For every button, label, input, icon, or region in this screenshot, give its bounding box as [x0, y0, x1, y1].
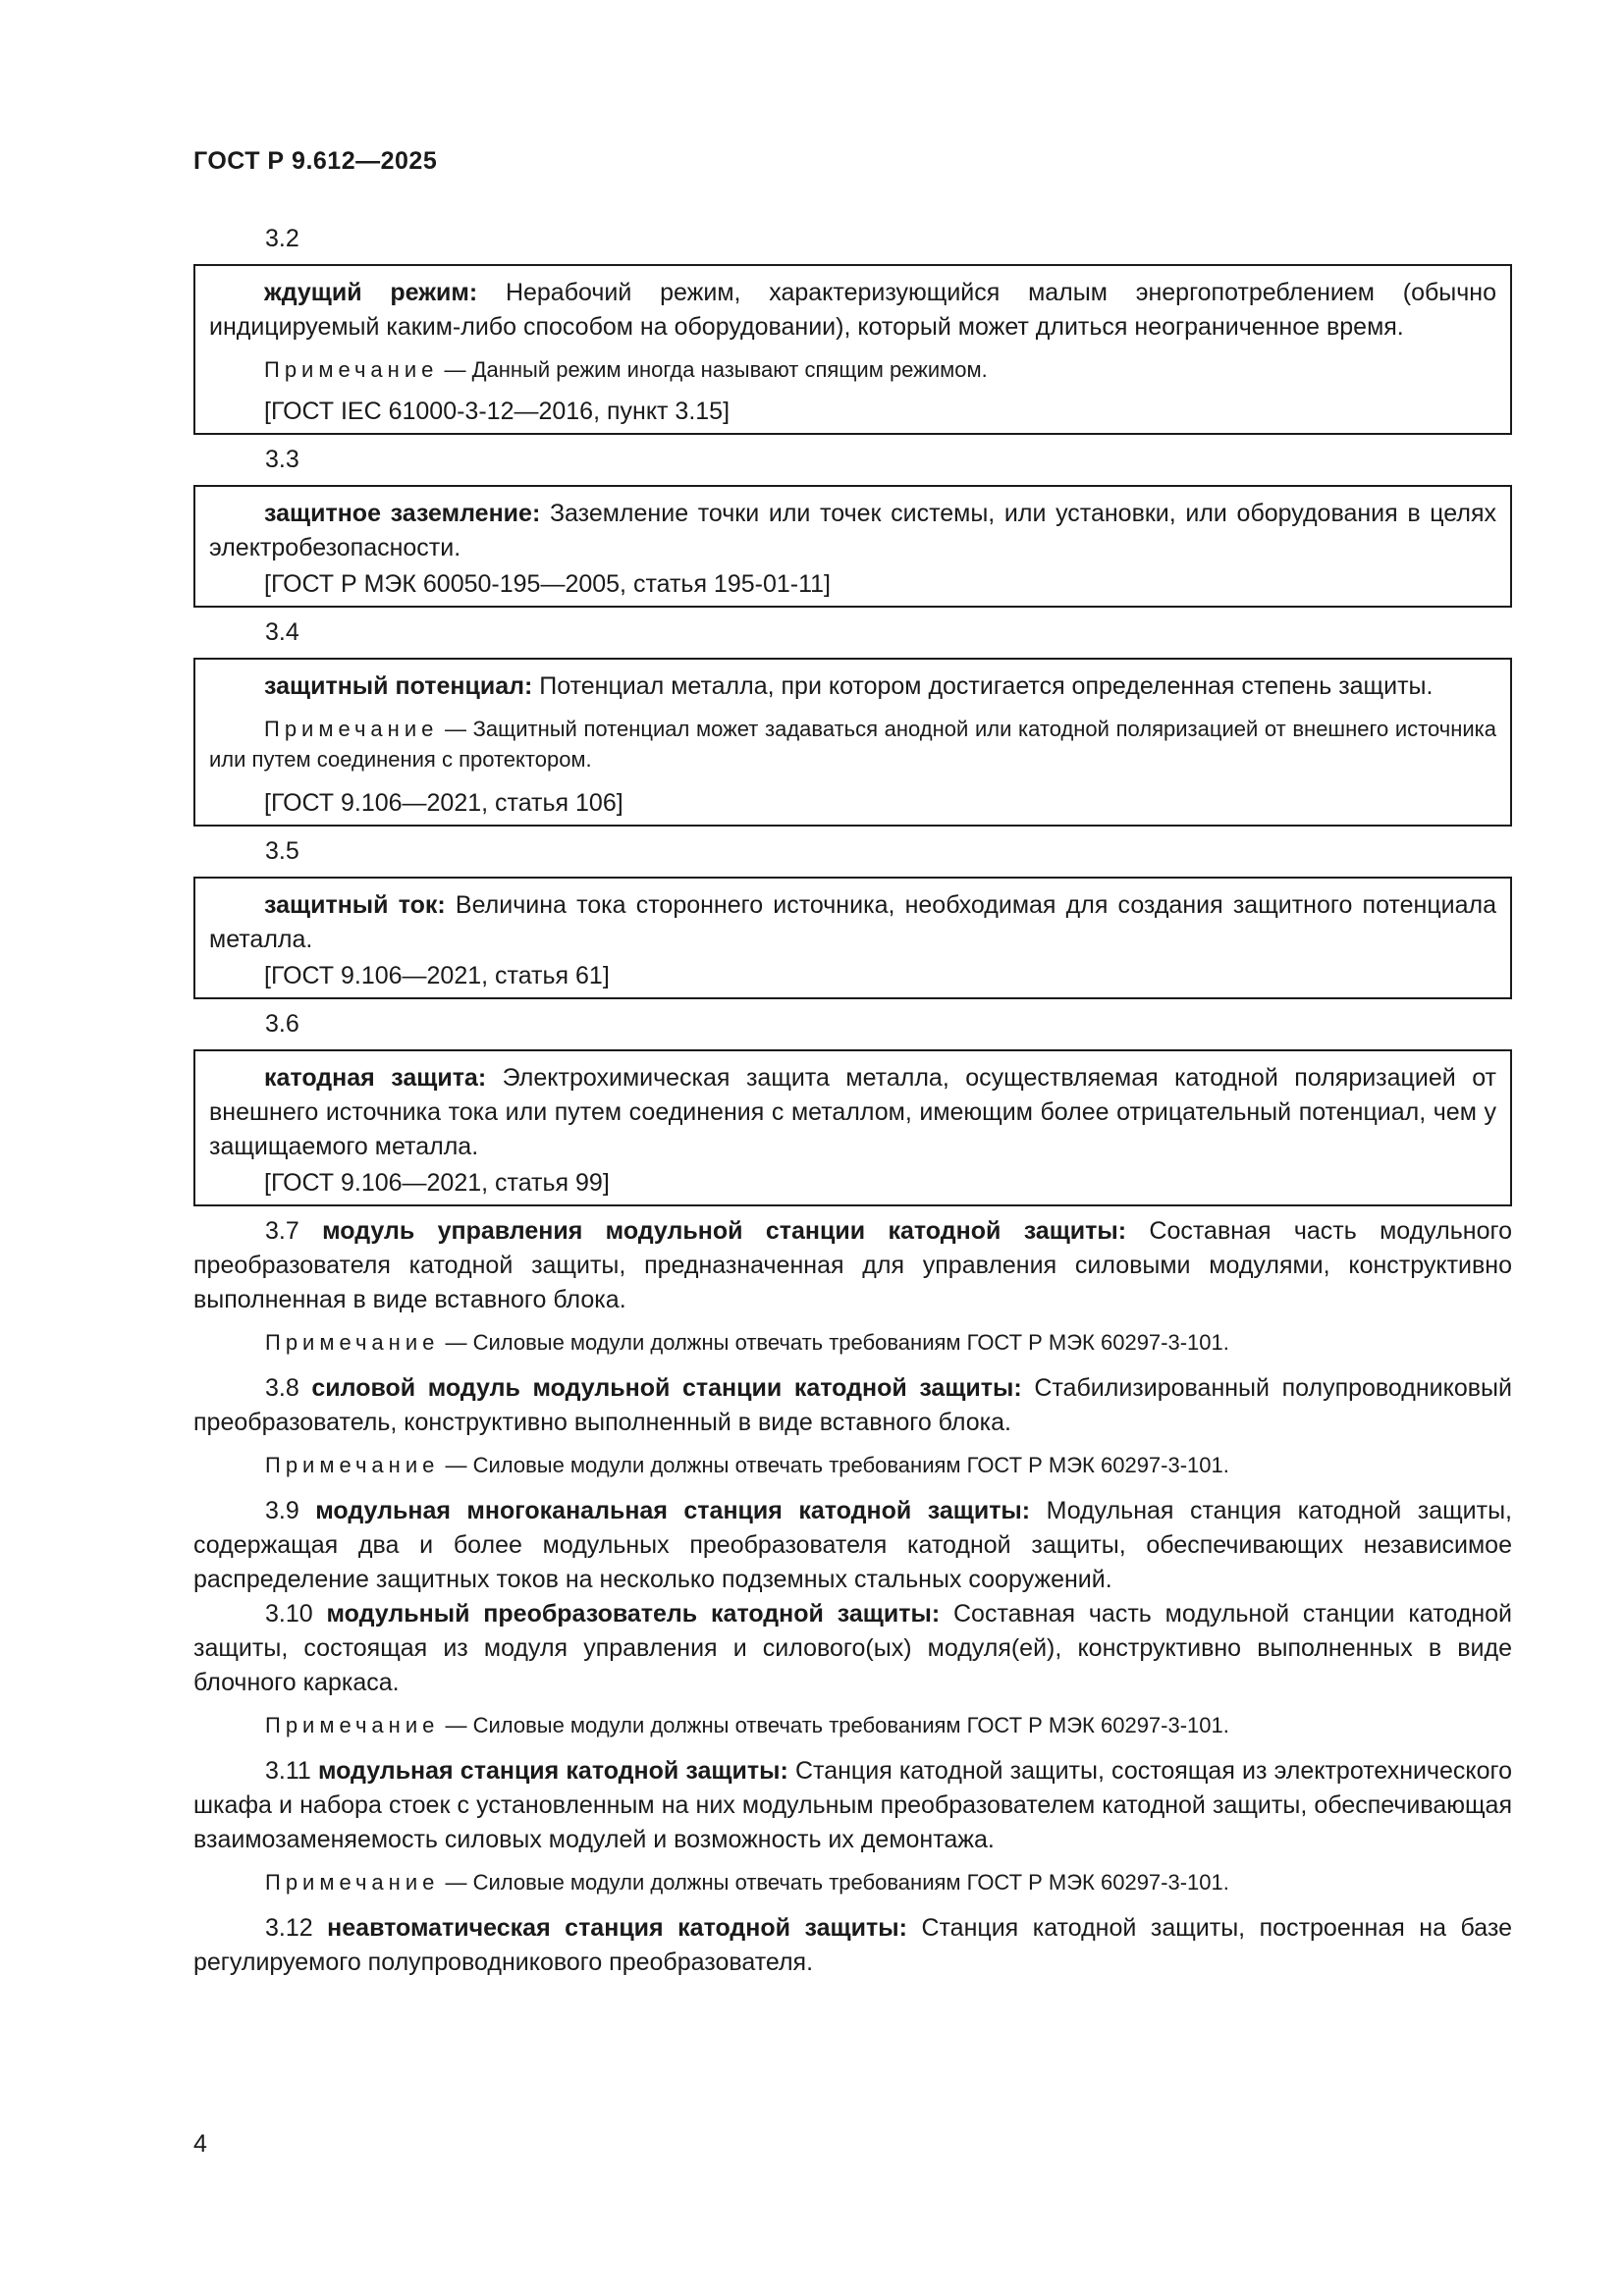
- term-box: [193, 485, 1512, 608]
- term-text: Составная часть модульного преобразователя катодной защиты, предназначенная для управления силовыми модулями, конструктивно выполненная в виде вставного блока.: [193, 1217, 1512, 1313]
- note-label: Примечание: [265, 1330, 440, 1355]
- term-title: модуль управления модульной станции катодной защиты:: [322, 1217, 1127, 1245]
- term-text: Станция катодной защиты, состоящая из электротехнического шкафа и набора стоек с установленным на них модульным преобразователем катодной защиты, обеспечивающая взаимозаменяемость силовых модулей и возможность их демонтажа.: [193, 1757, 1513, 1853]
- term-definition: [193, 1911, 1512, 1980]
- term-definition: [209, 1061, 1496, 1164]
- term-note: [193, 1327, 1512, 1358]
- term-reference: [ГОСТ 9.106—2021, статья 99]: [264, 1169, 610, 1197]
- note-label: Примечание: [265, 1870, 440, 1895]
- term-note: [209, 714, 1496, 774]
- term-reference: [ГОСТ 9.106—2021, статья 61]: [264, 962, 610, 989]
- term-text: Стабилизированный полупроводниковый преобразователь, конструктивно выполненный в виде вставного блока.: [193, 1374, 1512, 1436]
- page-number: 4: [193, 2130, 207, 2158]
- term-box: [193, 877, 1512, 999]
- term-definition: [193, 1754, 1512, 1857]
- term-text: Нерабочий режим, характеризующийся малым энергопотреблением (обычно индицируемый каким-либо способом на оборудовании), который может длиться неограниченное время.: [209, 279, 1496, 341]
- term-number: 3.7: [265, 1217, 323, 1245]
- term-title: силовой модуль модульной станции катодной защиты:: [311, 1374, 1022, 1402]
- term-title: модульная станция катодной защиты:: [317, 1757, 788, 1785]
- term-title: ждущий режим:: [264, 279, 478, 306]
- terms-content: [193, 222, 1512, 1980]
- term-number: 3.12: [265, 1914, 328, 1942]
- term-note: [193, 1710, 1512, 1740]
- note-text: — Силовые модули должны отвечать требованиям ГОСТ Р МЭК 60297-3-101.: [439, 1713, 1229, 1737]
- term-number: 3.8: [265, 1374, 312, 1402]
- term-text: Модульная станция катодной защиты, содержащая два и более модульных преобразователя катодной защиты, обеспечивающих независимое распределение защитных токов на несколько подземных стальных сооружений.: [193, 1497, 1513, 1593]
- term-box: [193, 264, 1512, 435]
- term-text: Заземление точки или точек системы, или установки, или оборудования в целях электробезопасности.: [209, 500, 1497, 561]
- term-number: 3.4: [265, 618, 299, 646]
- term-definition: [209, 669, 1496, 704]
- term-number: 3.9: [265, 1497, 316, 1524]
- term-definition: [209, 276, 1496, 345]
- term-number: 3.2: [265, 225, 299, 252]
- term-reference: [ГОСТ Р МЭК 60050-195—2005, статья 195-01-11]: [264, 570, 832, 598]
- term-definition: [209, 497, 1496, 565]
- term-number: 3.11: [265, 1757, 318, 1785]
- term-definition: [209, 888, 1496, 957]
- term-box: [193, 1049, 1512, 1206]
- term-title: неавтоматическая станция катодной защиты:: [327, 1914, 907, 1942]
- term-title: модульный преобразователь катодной защиты:: [326, 1600, 941, 1628]
- term-number: 3.6: [265, 1010, 299, 1038]
- term-title: катодная защита:: [264, 1064, 487, 1092]
- term-text: Составная часть модульной станции катодной защиты, состоящая из модуля управления и силового(ых) модуля(ей), конструктивно выполненных в виде блочного каркаса.: [193, 1600, 1512, 1696]
- term-definition: [193, 1214, 1512, 1317]
- term-note: [193, 1867, 1512, 1897]
- term-note: [193, 1450, 1512, 1480]
- term-reference: [ГОСТ 9.106—2021, статья 106]: [264, 789, 623, 817]
- term-note: [209, 354, 1496, 385]
- term-title: защитный потенциал:: [264, 672, 533, 700]
- note-label: Примечание: [265, 1713, 440, 1737]
- term-definition: [193, 1371, 1512, 1440]
- term-text: Величина тока стороннего источника, необходимая для создания защитного потенциала металла.: [209, 891, 1496, 953]
- term-definition: [193, 1597, 1512, 1700]
- term-text: Станция катодной защиты, построенная на базе регулируемого полупроводникового преобразователя.: [193, 1914, 1512, 1976]
- note-label: Примечание: [264, 357, 439, 382]
- term-text: Электрохимическая защита металла, осуществляемая катодной поляризацией от внешнего источника тока или путем соединения с металлом, имеющим более отрицательный потенциал, чем у защищаемого металла.: [209, 1064, 1496, 1160]
- term-title: модульная многоканальная станция катодной защиты:: [315, 1497, 1031, 1524]
- term-definition: [193, 1494, 1512, 1597]
- note-text: — Силовые модули должны отвечать требованиям ГОСТ Р МЭК 60297-3-101.: [439, 1330, 1229, 1355]
- document-header: ГОСТ Р 9.612—2025: [193, 147, 438, 175]
- note-text: — Защитный потенциал может задаваться анодной или катодной поляризацией от внешнего источника или путем соединения с протектором.: [209, 717, 1496, 772]
- term-box: [193, 658, 1512, 827]
- term-reference: [ГОСТ IEC 61000-3-12—2016, пункт 3.15]: [264, 398, 731, 425]
- note-label: Примечание: [265, 1453, 440, 1477]
- note-text: — Силовые модули должны отвечать требованиям ГОСТ Р МЭК 60297-3-101.: [439, 1453, 1229, 1477]
- note-text: — Данный режим иногда называют спящим режимом.: [438, 357, 988, 382]
- term-number: 3.5: [265, 837, 299, 865]
- term-number: 3.10: [265, 1600, 327, 1628]
- term-title: защитное заземление:: [264, 500, 541, 527]
- term-number: 3.3: [265, 446, 299, 473]
- note-label: Примечание: [264, 717, 439, 741]
- term-title: защитный ток:: [264, 891, 446, 919]
- note-text: — Силовые модули должны отвечать требованиям ГОСТ Р МЭК 60297-3-101.: [439, 1870, 1229, 1895]
- term-text: Потенциал металла, при котором достигается определенная степень защиты.: [532, 672, 1434, 700]
